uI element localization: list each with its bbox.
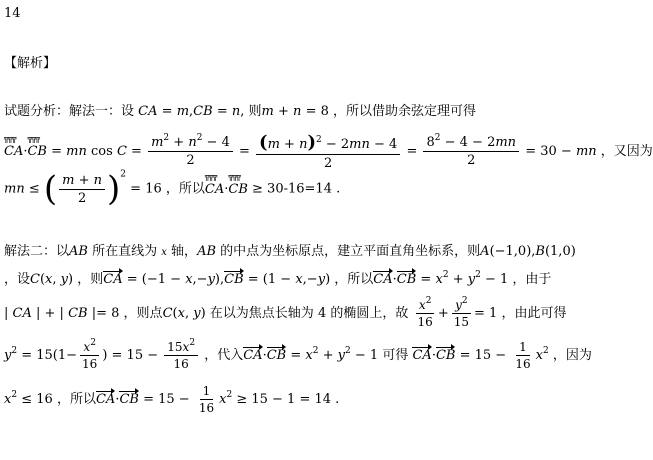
substitute-text: ，代入 [204,348,244,363]
because-text: ，因为 [552,348,592,363]
method2-label: 解法二：以 [4,244,70,259]
set-text: ，设 [4,272,31,287]
hence-text: ，由此可得 [501,306,567,321]
axis-text-2: 轴， [171,244,198,259]
method2-line2: ，设C(x, y) ，则CA = (−1 − x,−y),CB = (1 − x,−y) ，所以$CA\cdot CB = x^2 + y^2 - 1$ ，由于 [4,270,552,287]
since-text: ，由于 [512,272,552,287]
ellipse-text-2: 的椭圆上，故 [330,306,409,321]
method1-line3: mn ≤ ( $\frac{m + n}{2}$ )$^2$ = 16 ，所以╦╦╦ CA·╦╦╦ CB ≥ 30-16=14 . [4,172,340,206]
method2-line3: | CA | + | CB |= 8 ，则点C(x, y) 在以为焦点长轴为 4 的椭圆上，故 $\frac{x^2}{16}$ + $\frac{y^2}{15}$ = 1 ，由此可得 [4,296,567,329]
method1-result: ≥ 30-16=14 [252,181,332,197]
method1-label: 解法一：设 [69,104,135,119]
therefore-text: ，所以 [165,181,205,197]
then-text-2: ，则 [77,272,104,287]
method2-line4: $y^2 = 15(1-$ $\frac{x^2}{16}$ ) = 15 − $\frac{15x^2}{16}$ ，代入$CA\cdot CB = x^2 + y^2 - 1$ 可得 CA·CB = 15 − $\frac{1}{16}$ $x^2$ ，因为 [4,338,592,371]
long-axis-value: 4 [317,306,327,321]
method2-line1: 解法二：以AB 所在直线为 x 轴，AB 的中点为坐标原点，建立平面直角坐标系，则A(−1,0),B(1,0) [4,244,576,259]
analysis-label: 试题分析： [4,104,70,119]
method1-line1: 试题分析：解法一：设 CA = m,CB = n, 则m + n = 8 ，所以借助余弦定理可得 [4,104,477,119]
header-number: 14 [4,6,21,21]
therefore-text-2: ，所以 [56,392,96,407]
so-text: ，所以借助余弦定理可得 [333,104,477,119]
point-text: ，则点 [123,306,163,321]
method1-line2: ╦╦╦ CA·╦╦╦ CB = mn cos C = $\frac{m^2 + n^2 - 4}{2}$ = $\frac{(m + n)^2 - 2mn - 4}{2}$ = $\frac{8^2 - 4 - 2mn}{2}$ = 30 − mn ，又因为 [4,132,653,171]
period: . [336,181,341,197]
so-text-2: ，所以 [334,272,374,287]
origin-text: 的中点为坐标原点，建立平面直角坐标系，则 [220,244,481,259]
method2-line5: $x^2 \le 16$ ，所以CA·CB = 15 − $\frac{1}{16}$ $x^2 \ge 15 - 1 = 14$ . [4,384,340,415]
period-2: . [335,392,340,407]
ellipse-text: 在以为焦点长轴为 [209,306,314,321]
again-text: ，又因为 [600,144,653,159]
then-text: 则 [248,104,262,119]
axis-text: 所在直线为 [92,244,158,259]
get-text: 可得 [382,348,409,363]
section-title: 【解析】 [4,56,57,71]
